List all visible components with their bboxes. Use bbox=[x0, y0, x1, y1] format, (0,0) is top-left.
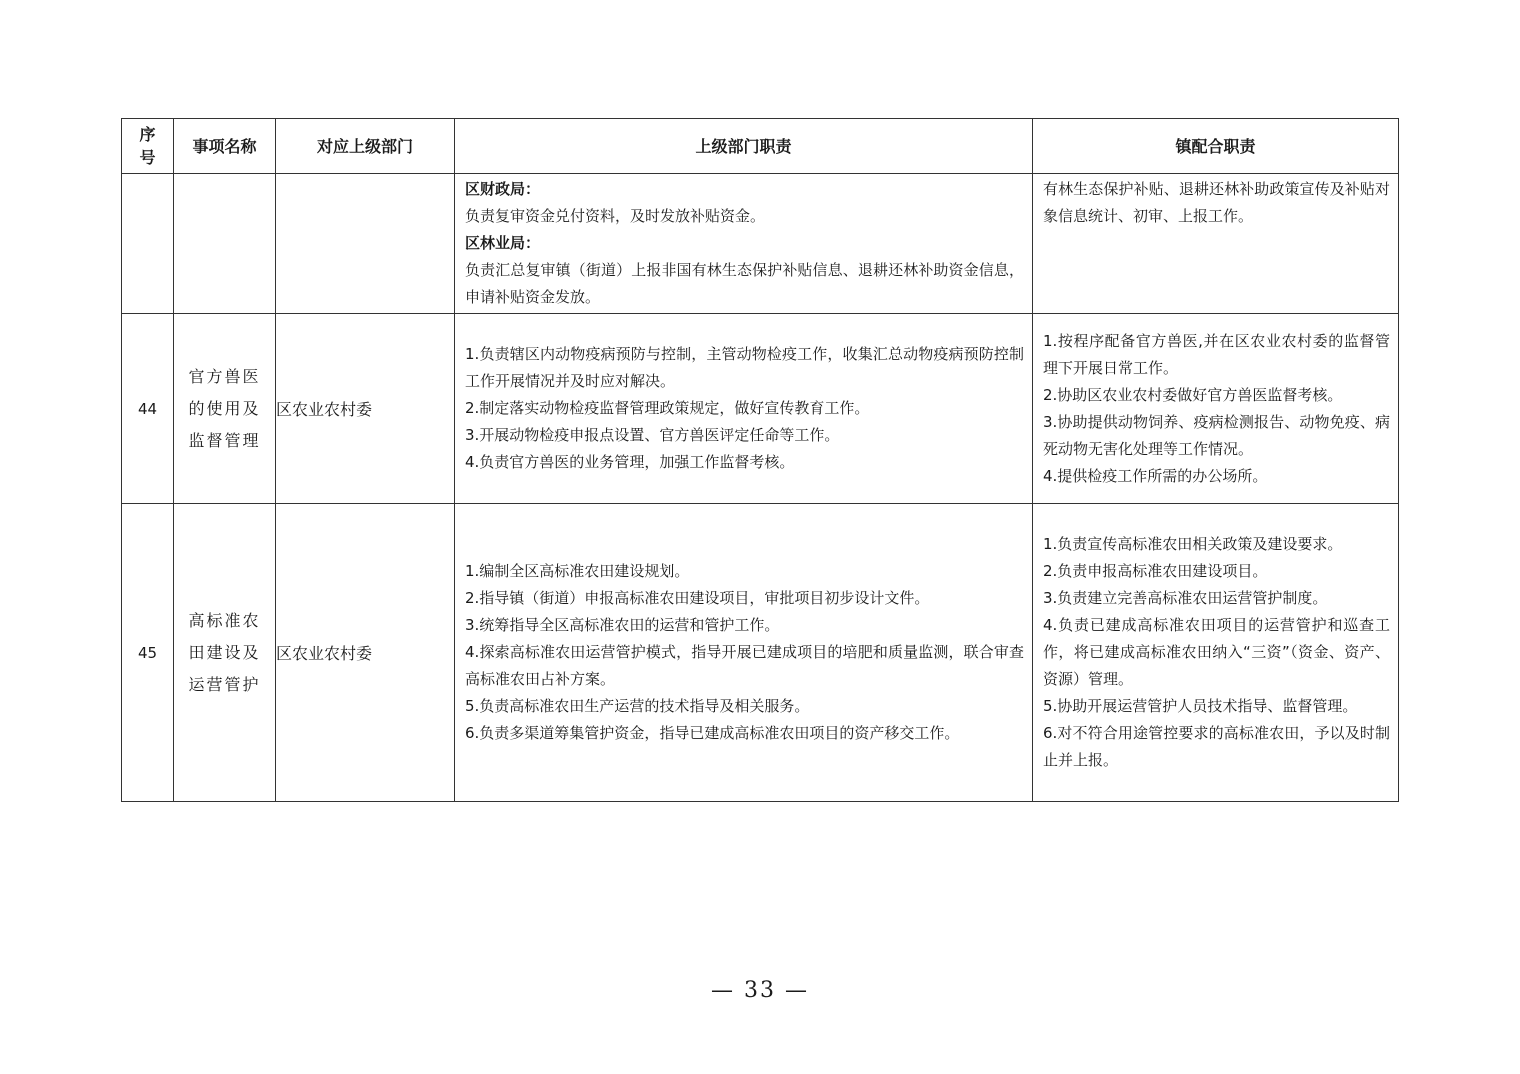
header-dept: 对应上级部门 bbox=[276, 119, 455, 174]
town-line: 4.提供检疫工作所需的办公场所。 bbox=[1043, 466, 1268, 485]
duty-line: 1.编制全区高标准农田建设规划。 bbox=[465, 562, 690, 580]
table-row bbox=[122, 314, 1399, 504]
town-line: 1.负责宣传高标准农田相关政策及建设要求。 bbox=[1043, 535, 1343, 553]
row-item bbox=[174, 504, 276, 802]
header-seq bbox=[122, 119, 174, 174]
header-seq-text: 序号 bbox=[139, 125, 156, 167]
row-duties bbox=[455, 174, 1033, 314]
town-line: 1.按程序配备官方兽医,并在区农业农村委的监督管理下开展日常工作。 bbox=[1043, 331, 1390, 377]
row-duties bbox=[455, 314, 1033, 504]
duty-line: 1.负责辖区内动物疫病预防与控制，主管动物检疫工作，收集汇总动物疫病预防控制工作开展情况并及时应对解决。 bbox=[465, 345, 1024, 390]
table-row bbox=[122, 504, 1399, 802]
duty-line: 2.制定落实动物检疫监督管理政策规定，做好宣传教育工作。 bbox=[465, 399, 870, 417]
duty-dept-head: 区林业局： bbox=[465, 234, 541, 252]
duty-line: 4.负责官方兽医的业务管理，加强工作监督考核。 bbox=[465, 453, 795, 471]
duty-line: 6.负责多渠道筹集管护资金，指导已建成高标准农田项目的资产移交工作。 bbox=[465, 724, 960, 742]
header-town: 镇配合职责 bbox=[1033, 119, 1399, 174]
row-item bbox=[174, 314, 276, 504]
town-line: 2.负责申报高标准农田建设项目。 bbox=[1043, 562, 1268, 580]
page-number: — 33 — bbox=[711, 978, 809, 1003]
duty-line: 3.统筹指导全区高标准农田的运营和管护工作。 bbox=[465, 616, 780, 634]
row-seq: 45 bbox=[122, 504, 174, 802]
row-item bbox=[174, 174, 276, 314]
header-item: 事项名称 bbox=[174, 119, 276, 174]
duty-dept-head: 区财政局： bbox=[465, 180, 541, 198]
duty-line: 负责复审资金兑付资料，及时发放补贴资金。 bbox=[465, 207, 766, 225]
duty-line: 5.负责高标准农田生产运营的技术指导及相关服务。 bbox=[465, 697, 810, 715]
row-town bbox=[1033, 174, 1399, 314]
row-seq bbox=[122, 174, 174, 314]
header-duties: 上级部门职责 bbox=[455, 119, 1033, 174]
town-line: 2.协助区农业农村委做好官方兽医监督考核。 bbox=[1043, 385, 1343, 404]
town-line: 有林生态保护补贴、退耕还林补助政策宣传及补贴对象信息统计、初审、上报工作。 bbox=[1043, 180, 1390, 225]
row-item-text: 高标准农田建设及运营管护 bbox=[188, 610, 261, 694]
duty-line: 负责汇总复审镇（街道）上报非国有林生态保护补贴信息、退耕还林补助资金信息，申请补贴资金发放。 bbox=[465, 261, 1024, 306]
town-line: 3.协助提供动物饲养、疫病检测报告、动物免疫、病死动物无害化处理等工作情况。 bbox=[1043, 412, 1390, 458]
row-town bbox=[1033, 504, 1399, 802]
header-row bbox=[122, 119, 1399, 174]
table-row bbox=[122, 174, 1399, 314]
row-town bbox=[1033, 314, 1399, 504]
duty-line: 3.开展动物检疫申报点设置、官方兽医评定任命等工作。 bbox=[465, 426, 840, 444]
row-item-text: 官方兽医的使用及监督管理 bbox=[188, 366, 261, 450]
row-duties bbox=[455, 504, 1033, 802]
town-line: 3.负责建立完善高标准农田运营管护制度。 bbox=[1043, 589, 1328, 607]
town-line: 5.协助开展运营管护人员技术指导、监督管理。 bbox=[1043, 697, 1358, 715]
row-seq: 44 bbox=[122, 314, 174, 504]
duty-line: 4.探索高标准农田运营管护模式，指导开展已建成项目的培肥和质量监测，联合审查高标准农田占补方案。 bbox=[465, 643, 1024, 688]
duty-line: 2.指导镇（街道）申报高标准农田建设项目，审批项目初步设计文件。 bbox=[465, 589, 930, 607]
row-dept: 区农业农村委 bbox=[276, 504, 455, 802]
town-line: 4.负责已建成高标准农田项目的运营管护和巡查工作，将已建成高标准农田纳入“三资”（资金、资产、资源）管理。 bbox=[1043, 616, 1390, 688]
duty-table bbox=[121, 118, 1399, 802]
town-line: 6.对不符合用途管控要求的高标准农田，予以及时制止并上报。 bbox=[1043, 724, 1390, 769]
row-dept: 区农业农村委 bbox=[276, 314, 455, 504]
row-dept bbox=[276, 174, 455, 314]
